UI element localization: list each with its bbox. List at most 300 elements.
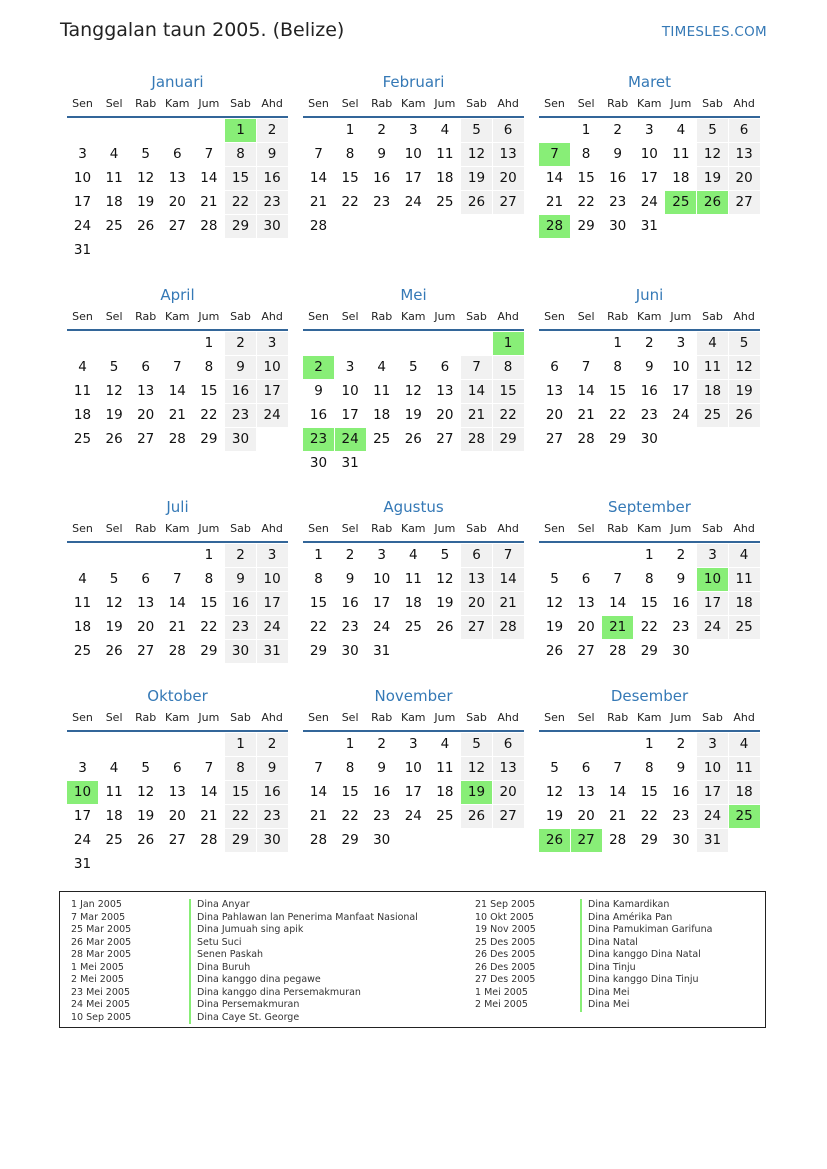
day-cell: 19 <box>697 167 728 190</box>
day-cell: 16 <box>672 784 690 800</box>
day-cell: 25 <box>373 431 391 447</box>
legend-date: 28 Mar 2005 <box>71 949 132 960</box>
legend-holiday-name: Setu Suci <box>189 937 418 950</box>
holiday-day-cell: 21 <box>602 616 633 639</box>
day-cell: 4 <box>729 733 760 756</box>
day-cell: 2 <box>377 736 386 752</box>
day-cell: 7 <box>204 760 214 776</box>
day-cell: 11 <box>697 356 728 379</box>
day-cell: 6 <box>493 733 524 756</box>
day-cell: 16 <box>309 407 328 423</box>
legend-date: 27 Des 2005 <box>475 974 536 985</box>
day-cell: 30 <box>672 832 690 848</box>
day-cell: 1 <box>645 547 654 563</box>
day-cell: 22 <box>341 808 359 824</box>
day-cell: 28 <box>309 832 328 848</box>
day-cell: 13 <box>137 595 155 611</box>
weekday-name: Rab <box>371 97 393 110</box>
day-cell: 19 <box>105 619 123 635</box>
weekday-name: Kam <box>401 711 426 724</box>
legend-date: 1 Mei 2005 <box>475 986 528 998</box>
day-cell: 6 <box>461 544 492 567</box>
holiday-day-cell: 7 <box>539 143 570 166</box>
month-name: Desember <box>610 687 689 705</box>
month-name: November <box>374 687 453 705</box>
weekday-name: Kam <box>637 711 662 724</box>
day-cell: 22 <box>640 619 658 635</box>
day-cell: 18 <box>729 781 760 804</box>
day-cell: 1 <box>314 547 323 563</box>
holiday-day-cell: 26 <box>539 829 570 852</box>
day-cell: 4 <box>676 122 686 138</box>
legend-holiday-name: Dina Caye St. George <box>189 1012 418 1025</box>
day-cell: 13 <box>137 383 155 399</box>
day-cell: 21 <box>168 619 186 635</box>
day-cell: 7 <box>204 146 214 162</box>
day-cell: 25 <box>697 404 728 427</box>
day-cell: 13 <box>493 757 524 780</box>
day-cell: 5 <box>109 571 119 587</box>
weekday-header <box>539 711 760 732</box>
month-name: Februari <box>382 73 445 91</box>
day-cell: 16 <box>225 592 256 615</box>
day-cell: 6 <box>581 760 591 776</box>
legend-date: 26 Mar 2005 <box>71 936 132 948</box>
day-cell: 12 <box>404 383 422 399</box>
day-cell: 26 <box>436 619 454 635</box>
day-cell: 31 <box>73 242 92 258</box>
day-cell: 9 <box>377 146 386 162</box>
weekday-name: Sen <box>544 310 565 323</box>
day-cell: 9 <box>314 383 323 399</box>
weekday-header <box>539 522 760 543</box>
day-cell: 9 <box>257 757 288 780</box>
day-cell: 26 <box>137 218 155 234</box>
day-cell: 21 <box>200 808 218 824</box>
day-cell: 23 <box>225 616 256 639</box>
day-cell: 11 <box>73 595 92 611</box>
day-cell: 13 <box>729 143 760 166</box>
weekday-name: Jum <box>670 711 692 724</box>
day-cell: 23 <box>257 805 288 828</box>
weekday-header <box>303 711 524 732</box>
day-cell: 23 <box>341 619 359 635</box>
day-cell: 18 <box>373 407 391 423</box>
day-cell: 17 <box>373 595 391 611</box>
day-cell: 6 <box>141 359 150 375</box>
legend-date: 24 Mei 2005 <box>71 999 130 1010</box>
day-cell: 14 <box>609 595 627 611</box>
day-cell: 20 <box>168 808 186 824</box>
day-cell: 1 <box>345 736 355 752</box>
day-cell: 10 <box>257 356 288 379</box>
day-cell: 15 <box>640 784 658 800</box>
holiday-day-cell: 24 <box>335 428 366 451</box>
day-cell: 21 <box>545 194 564 210</box>
day-cell: 7 <box>493 544 524 567</box>
day-cell: 15 <box>200 383 218 399</box>
weekday-name: Kam <box>637 97 662 110</box>
legend-date: 10 Sep 2005 <box>71 1011 132 1023</box>
day-cell: 16 <box>672 595 690 611</box>
day-cell: 10 <box>73 170 92 186</box>
day-cell: 9 <box>377 760 386 776</box>
day-cell: 9 <box>676 571 686 587</box>
legend-date: 26 Des 2005 <box>475 961 536 973</box>
day-cell: 4 <box>377 359 386 375</box>
day-cell: 8 <box>225 757 256 780</box>
day-cell: 25 <box>73 643 92 659</box>
day-cell: 3 <box>377 547 386 563</box>
weekday-name: Rab <box>135 97 157 110</box>
day-cell: 31 <box>341 455 359 471</box>
day-cell: 18 <box>436 170 454 186</box>
day-cell: 20 <box>493 781 524 804</box>
legend-date: 1 Jan 2005 <box>71 899 122 910</box>
weekday-name: Sab <box>702 97 723 110</box>
day-cell: 25 <box>729 616 760 639</box>
day-cell: 2 <box>377 122 386 138</box>
day-cell: 11 <box>436 760 454 776</box>
day-cell: 25 <box>404 619 422 635</box>
day-cell: 6 <box>173 146 182 162</box>
day-cell: 1 <box>204 547 214 563</box>
day-cell: 14 <box>545 170 564 186</box>
day-cell: 15 <box>577 170 595 186</box>
page-title: Tanggalan taun 2005. (Belize) <box>60 19 345 41</box>
day-cell: 30 <box>309 455 328 471</box>
day-cell: 8 <box>345 760 355 776</box>
day-cell: 5 <box>729 332 760 355</box>
weekday-name: Rab <box>135 310 157 323</box>
weekday-name: Ahd <box>733 97 755 110</box>
day-cell: 19 <box>729 380 760 403</box>
weekday-name: Jum <box>434 97 456 110</box>
day-cell: 8 <box>645 571 654 587</box>
day-cell: 21 <box>609 808 627 824</box>
day-cell: 18 <box>105 194 123 210</box>
day-cell: 27 <box>168 218 186 234</box>
weekday-name: Sab <box>702 522 723 535</box>
day-cell: 19 <box>436 595 454 611</box>
weekday-name: Sab <box>466 711 487 724</box>
day-cell: 3 <box>409 122 418 138</box>
day-cell: 3 <box>697 544 728 567</box>
day-cell: 2 <box>645 335 654 351</box>
day-cell: 7 <box>173 571 182 587</box>
legend-dates-right <box>475 899 585 1012</box>
day-cell: 18 <box>73 619 92 635</box>
day-cell: 22 <box>640 808 658 824</box>
day-cell: 24 <box>697 805 728 828</box>
day-cell: 2 <box>676 736 686 752</box>
day-cell: 23 <box>373 194 391 210</box>
day-cell: 14 <box>200 784 218 800</box>
weekday-name: Sen <box>544 522 565 535</box>
day-cell: 20 <box>545 407 564 423</box>
day-cell: 2 <box>676 547 686 563</box>
day-cell: 22 <box>609 407 627 423</box>
day-cell: 24 <box>672 407 690 423</box>
day-cell: 13 <box>168 170 186 186</box>
day-cell: 2 <box>345 547 355 563</box>
day-cell: 3 <box>409 736 418 752</box>
day-cell: 4 <box>440 736 450 752</box>
day-cell: 25 <box>436 808 454 824</box>
day-cell: 27 <box>545 431 564 447</box>
day-cell: 27 <box>436 431 454 447</box>
day-cell: 18 <box>436 784 454 800</box>
weekday-name: Sen <box>308 310 329 323</box>
day-cell: 5 <box>461 733 492 756</box>
legend-holiday-name: Dina Anyar <box>189 899 418 912</box>
day-cell: 11 <box>404 571 422 587</box>
weekday-name: Rab <box>135 711 157 724</box>
day-cell: 30 <box>225 428 256 451</box>
day-cell: 22 <box>493 404 524 427</box>
day-cell: 17 <box>640 170 658 186</box>
day-cell: 5 <box>461 119 492 142</box>
legend-holiday-name: Senen Paskah <box>189 949 418 962</box>
day-cell: 7 <box>314 146 323 162</box>
legend-date: 26 Des 2005 <box>475 949 536 960</box>
brand-link[interactable]: TIMESLES.COM <box>661 24 767 40</box>
day-cell: 3 <box>645 122 654 138</box>
day-cell: 11 <box>729 568 760 591</box>
day-cell: 28 <box>168 431 186 447</box>
day-cell: 11 <box>105 170 123 186</box>
day-cell: 16 <box>257 781 288 804</box>
day-cell: 29 <box>341 832 359 848</box>
day-cell: 29 <box>200 643 218 659</box>
weekday-name: Kam <box>637 310 662 323</box>
holiday-day-cell: 25 <box>665 191 696 214</box>
day-cell: 27 <box>493 191 524 214</box>
day-cell: 12 <box>729 356 760 379</box>
weekday-name: Sel <box>341 522 359 535</box>
day-cell: 4 <box>78 359 87 375</box>
day-cell: 8 <box>225 143 256 166</box>
day-cell: 21 <box>309 194 328 210</box>
day-cell: 5 <box>550 571 559 587</box>
weekday-name: Sel <box>105 97 123 110</box>
weekday-name: Jum <box>670 522 692 535</box>
weekday-name: Sel <box>577 97 595 110</box>
day-cell: 20 <box>577 619 595 635</box>
day-cell: 28 <box>200 832 218 848</box>
holiday-day-cell: 27 <box>571 829 602 852</box>
weekday-name: Rab <box>135 522 157 535</box>
day-cell: 23 <box>373 808 391 824</box>
weekday-name: Sen <box>72 97 93 110</box>
day-cell: 3 <box>697 733 728 756</box>
holiday-day-cell: 28 <box>539 215 570 238</box>
day-cell: 2 <box>257 119 288 142</box>
legend-names-left <box>189 899 418 1024</box>
day-cell: 28 <box>493 616 524 639</box>
month-name: April <box>160 286 195 304</box>
day-cell: 15 <box>640 595 658 611</box>
legend-date: 2 Mei 2005 <box>71 974 124 985</box>
day-cell: 24 <box>73 218 92 234</box>
day-cell: 30 <box>257 215 288 238</box>
weekday-name: Rab <box>371 711 393 724</box>
legend-date: 21 Sep 2005 <box>475 899 536 910</box>
day-cell: 20 <box>168 194 186 210</box>
day-cell: 30 <box>341 643 359 659</box>
day-cell: 17 <box>697 592 728 615</box>
weekday-name: Sel <box>341 97 359 110</box>
weekday-name: Sen <box>72 310 93 323</box>
weekday-name: Ahd <box>733 711 755 724</box>
weekday-name: Jum <box>434 522 456 535</box>
day-cell: 15 <box>225 167 256 190</box>
day-cell: 5 <box>440 547 450 563</box>
weekday-header <box>539 97 760 118</box>
legend-date: 7 Mar 2005 <box>71 911 126 923</box>
weekday-name: Sel <box>341 310 359 323</box>
day-cell: 15 <box>493 380 524 403</box>
weekday-name: Ahd <box>497 310 519 323</box>
day-cell: 4 <box>109 760 119 776</box>
day-cell: 20 <box>493 167 524 190</box>
day-cell: 14 <box>200 170 218 186</box>
day-cell: 1 <box>645 736 654 752</box>
legend-date: 25 Des 2005 <box>475 936 536 948</box>
day-cell: 7 <box>461 356 492 379</box>
weekday-name: Kam <box>165 522 190 535</box>
weekday-name: Sel <box>577 310 595 323</box>
day-cell: 13 <box>577 595 595 611</box>
day-cell: 9 <box>257 143 288 166</box>
day-cell: 4 <box>78 571 87 587</box>
day-cell: 19 <box>105 407 123 423</box>
day-cell: 1 <box>581 122 591 138</box>
day-cell: 6 <box>581 571 591 587</box>
weekday-header <box>303 522 524 543</box>
weekday-name: Jum <box>198 711 220 724</box>
day-cell: 22 <box>200 407 218 423</box>
day-cell: 23 <box>257 191 288 214</box>
weekday-name: Kam <box>165 97 190 110</box>
weekday-name: Sen <box>308 711 329 724</box>
legend-dates-left <box>71 899 181 1024</box>
day-cell: 13 <box>577 784 595 800</box>
day-cell: 22 <box>225 191 256 214</box>
day-cell: 26 <box>105 431 123 447</box>
day-cell: 10 <box>341 383 359 399</box>
day-cell: 8 <box>645 760 654 776</box>
day-cell: 26 <box>729 404 760 427</box>
month-name: Agustus <box>383 498 444 516</box>
day-cell: 28 <box>609 832 627 848</box>
day-cell: 30 <box>257 829 288 852</box>
weekday-name: Sel <box>105 310 123 323</box>
weekday-name: Rab <box>607 97 629 110</box>
legend-holiday-name: Dina Tinju <box>580 962 712 975</box>
day-cell: 8 <box>314 571 323 587</box>
weekday-header <box>539 310 760 331</box>
weekday-name: Sel <box>577 522 595 535</box>
day-cell: 21 <box>577 407 595 423</box>
day-cell: 16 <box>373 170 391 186</box>
day-cell: 18 <box>729 592 760 615</box>
holiday-day-cell: 2 <box>303 356 334 379</box>
day-cell: 26 <box>461 191 492 214</box>
day-cell: 16 <box>373 784 391 800</box>
day-cell: 1 <box>204 335 214 351</box>
day-cell: 18 <box>697 380 728 403</box>
day-cell: 27 <box>461 616 492 639</box>
day-cell: 27 <box>168 832 186 848</box>
month-name: Juli <box>166 498 189 516</box>
weekday-name: Sen <box>72 522 93 535</box>
day-cell: 2 <box>225 332 256 355</box>
day-cell: 10 <box>672 359 690 375</box>
day-cell: 29 <box>577 218 595 234</box>
day-cell: 23 <box>225 404 256 427</box>
day-cell: 23 <box>672 808 690 824</box>
weekday-name: Kam <box>401 522 426 535</box>
day-cell: 11 <box>105 784 123 800</box>
legend-date: 2 Mei 2005 <box>475 999 528 1010</box>
day-cell: 31 <box>640 218 658 234</box>
day-cell: 4 <box>409 547 418 563</box>
day-cell: 7 <box>314 760 323 776</box>
day-cell: 8 <box>493 356 524 379</box>
weekday-name: Sen <box>72 711 93 724</box>
day-cell: 16 <box>225 380 256 403</box>
weekday-name: Ahd <box>733 310 755 323</box>
weekday-name: Kam <box>401 97 426 110</box>
day-cell: 24 <box>373 619 391 635</box>
legend-holiday-name: Dina kanggo dina pegawe <box>189 974 418 987</box>
day-cell: 2 <box>257 733 288 756</box>
day-cell: 6 <box>493 119 524 142</box>
day-cell: 4 <box>440 122 450 138</box>
day-cell: 7 <box>613 571 622 587</box>
day-cell: 24 <box>640 194 658 210</box>
day-cell: 20 <box>137 407 155 423</box>
day-cell: 15 <box>200 595 218 611</box>
day-cell: 29 <box>309 643 328 659</box>
day-cell: 9 <box>676 760 686 776</box>
day-cell: 5 <box>141 146 150 162</box>
day-cell: 8 <box>204 359 214 375</box>
legend-holiday-name: Dina Natal <box>580 937 712 950</box>
day-cell: 20 <box>461 592 492 615</box>
weekday-name: Sel <box>105 711 123 724</box>
legend-date: 19 Nov 2005 <box>475 924 536 935</box>
holiday-day-cell: 1 <box>493 332 524 355</box>
day-cell: 28 <box>200 218 218 234</box>
day-cell: 28 <box>461 428 492 451</box>
day-cell: 25 <box>73 431 92 447</box>
weekday-header <box>67 97 288 118</box>
day-cell: 30 <box>609 218 627 234</box>
weekday-name: Sel <box>341 711 359 724</box>
weekday-name: Kam <box>401 310 426 323</box>
weekday-name: Ahd <box>497 522 519 535</box>
day-cell: 27 <box>729 191 760 214</box>
day-cell: 29 <box>225 829 256 852</box>
weekday-name: Sab <box>466 522 487 535</box>
day-cell: 31 <box>373 643 391 659</box>
day-cell: 27 <box>137 431 155 447</box>
day-cell: 8 <box>581 146 591 162</box>
day-cell: 1 <box>613 335 622 351</box>
holiday-day-cell: 25 <box>729 805 760 828</box>
